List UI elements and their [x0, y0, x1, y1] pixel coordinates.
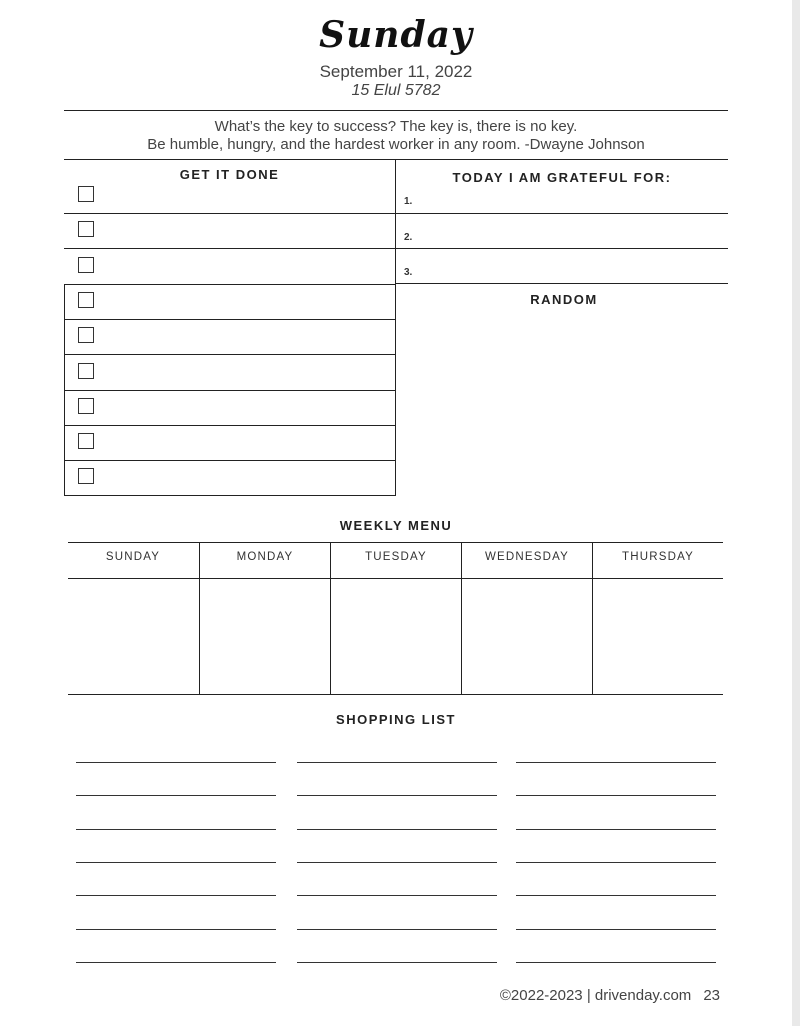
shopping-line[interactable] [516, 795, 716, 796]
menu-divider [592, 542, 593, 695]
shopping-line[interactable] [76, 962, 276, 963]
menu-day-wednesday: WEDNESDAY [484, 551, 570, 563]
random-notes-area[interactable] [400, 312, 726, 494]
menu-day-sunday: SUNDAY [105, 551, 161, 563]
shopping-line[interactable] [297, 895, 497, 896]
menu-day-monday: MONDAY [236, 551, 294, 563]
page-edge [792, 0, 800, 1026]
task-line[interactable] [64, 390, 395, 391]
shopping-line[interactable] [76, 762, 276, 763]
shopping-line[interactable] [516, 962, 716, 963]
hebrew-date: 15 Elul 5782 [351, 82, 441, 99]
shopping-line[interactable] [297, 929, 497, 930]
menu-cell-thursday[interactable] [594, 580, 722, 692]
grateful-line-3[interactable] [396, 283, 728, 284]
grateful-title: TODAY I AM GRATEFUL FOR: [452, 170, 672, 185]
footer-copyright: ©2022-2023 | drivenday.com [499, 987, 692, 1004]
menu-cell-monday[interactable] [201, 580, 329, 692]
task-line[interactable] [64, 354, 395, 355]
page-number: 23 [703, 987, 720, 1004]
task-box-left-edge [64, 284, 65, 496]
task-line[interactable] [64, 425, 395, 426]
task-checkbox[interactable] [78, 221, 94, 237]
menu-top-rule [68, 542, 723, 543]
task-line[interactable] [64, 213, 395, 214]
shopping-line[interactable] [76, 795, 276, 796]
menu-day-tuesday: TUESDAY [365, 551, 427, 563]
quote-line-1: What’s the key to success? The key is, there is no key. [214, 118, 578, 135]
task-checkbox[interactable] [78, 363, 94, 379]
date: September 11, 2022 [319, 62, 473, 81]
quote-bottom-rule [64, 159, 728, 160]
random-title: RANDOM [530, 292, 598, 307]
menu-divider [461, 542, 462, 695]
footer [500, 987, 720, 1004]
quote-top-rule [64, 110, 728, 111]
task-checkbox[interactable] [78, 398, 94, 414]
shopping-line[interactable] [76, 929, 276, 930]
shopping-line[interactable] [76, 829, 276, 830]
menu-cell-tuesday[interactable] [332, 580, 460, 692]
section-divider [395, 159, 396, 496]
menu-day-thursday: THURSDAY [621, 551, 694, 563]
grateful-number-3: 3. [404, 267, 413, 278]
menu-divider [330, 542, 331, 695]
menu-cell-wednesday[interactable] [463, 580, 591, 692]
task-line[interactable] [64, 248, 395, 249]
menu-cell-sunday[interactable] [70, 580, 198, 692]
task-line[interactable] [64, 460, 395, 461]
grateful-line-1[interactable] [396, 213, 728, 214]
task-checkbox[interactable] [78, 327, 94, 343]
menu-divider [199, 542, 200, 695]
shopping-list-title: SHOPPING LIST [336, 712, 456, 727]
menu-bottom-rule [68, 694, 723, 695]
task-checkbox[interactable] [78, 186, 94, 202]
shopping-line[interactable] [297, 962, 497, 963]
task-checkbox[interactable] [78, 468, 94, 484]
grateful-line-2[interactable] [396, 248, 728, 249]
task-checkbox[interactable] [78, 257, 94, 273]
shopping-line[interactable] [516, 862, 716, 863]
shopping-line[interactable] [76, 895, 276, 896]
shopping-line[interactable] [297, 862, 497, 863]
shopping-line[interactable] [297, 762, 497, 763]
grateful-number-1: 1. [404, 196, 413, 207]
shopping-line[interactable] [76, 862, 276, 863]
grateful-number-2: 2. [404, 232, 413, 243]
menu-header-rule [68, 578, 723, 579]
quote-line-2: Be humble, hungry, and the hardest worker in any room. -Dwayne Johnson [147, 136, 645, 153]
task-line[interactable] [64, 495, 395, 496]
task-checkbox[interactable] [78, 433, 94, 449]
day-title: Sunday [319, 14, 473, 56]
weekly-menu-title: WEEKLY MENU [339, 518, 453, 533]
shopping-line[interactable] [516, 895, 716, 896]
shopping-line[interactable] [297, 829, 497, 830]
task-line[interactable] [64, 284, 395, 285]
shopping-line[interactable] [516, 829, 716, 830]
get-it-done-title: GET IT DONE [179, 167, 280, 182]
task-line[interactable] [64, 319, 395, 320]
shopping-line[interactable] [516, 929, 716, 930]
shopping-line[interactable] [516, 762, 716, 763]
shopping-line[interactable] [297, 795, 497, 796]
task-checkbox[interactable] [78, 292, 94, 308]
